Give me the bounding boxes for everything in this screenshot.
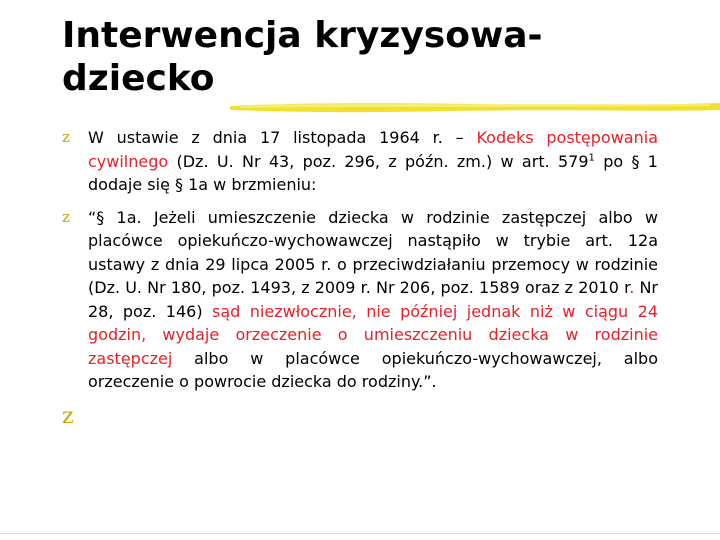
bullet-text: “§ 1a. Jeżeli umieszczenie dziecka w rodzinie zastępczej albo w placówce opiekuńczo-wychowawczej nastąpiło w trybie art. 12a ustawy z dnia 29 lipca 2005 r. o przeciwdziałaniu przemocy w rodzinie (Dz. U. Nr 180, poz. 1493, z 2009 r. Nr 206, poz. 1589 oraz z 2010 r	[88, 207, 658, 297]
highlighted-text: .	[629, 278, 635, 297]
bullet-text: albo w placówce opiekuńczo-wychowawczej, albo orzeczenie o powrocie dziecka do rodziny.”.	[88, 348, 658, 391]
bullet-text: (Dz. U. Nr 43, poz. 296, z późn. zm.) w art. 579	[168, 151, 589, 171]
footer-divider	[0, 533, 720, 534]
slide-title	[62, 14, 702, 100]
bullet-item	[62, 206, 658, 394]
bullet-text: 1	[588, 152, 595, 164]
bullet-text: W ustawie z dnia 17 listopada 1964 r. –	[88, 128, 477, 147]
title-line-1: Interwencja kryzysowa-	[62, 15, 543, 56]
highlighted-text: Kodeks postępowania cywilnego	[88, 128, 659, 171]
bullet-z-icon: z	[62, 207, 70, 226]
highlighted-text: sąd niezwłocznie, nie później jednak niż w ciągu 24 godzin, wydaje orzeczenie o umieszczeniu dziecka w rodzinie zastępczej	[88, 301, 658, 368]
bullet-text: Nr 28, poz. 146)	[88, 278, 658, 321]
bullet-z-icon: z	[62, 128, 70, 146]
bullet-item	[62, 126, 658, 197]
bullet-z-icon: z	[62, 403, 74, 429]
bullet-list	[62, 126, 659, 429]
bullet-text: po § 1 dodaje się § 1a w brzmieniu:	[88, 151, 658, 194]
title-line-2: dziecko	[62, 58, 215, 99]
title-underline-stroke	[230, 100, 720, 114]
